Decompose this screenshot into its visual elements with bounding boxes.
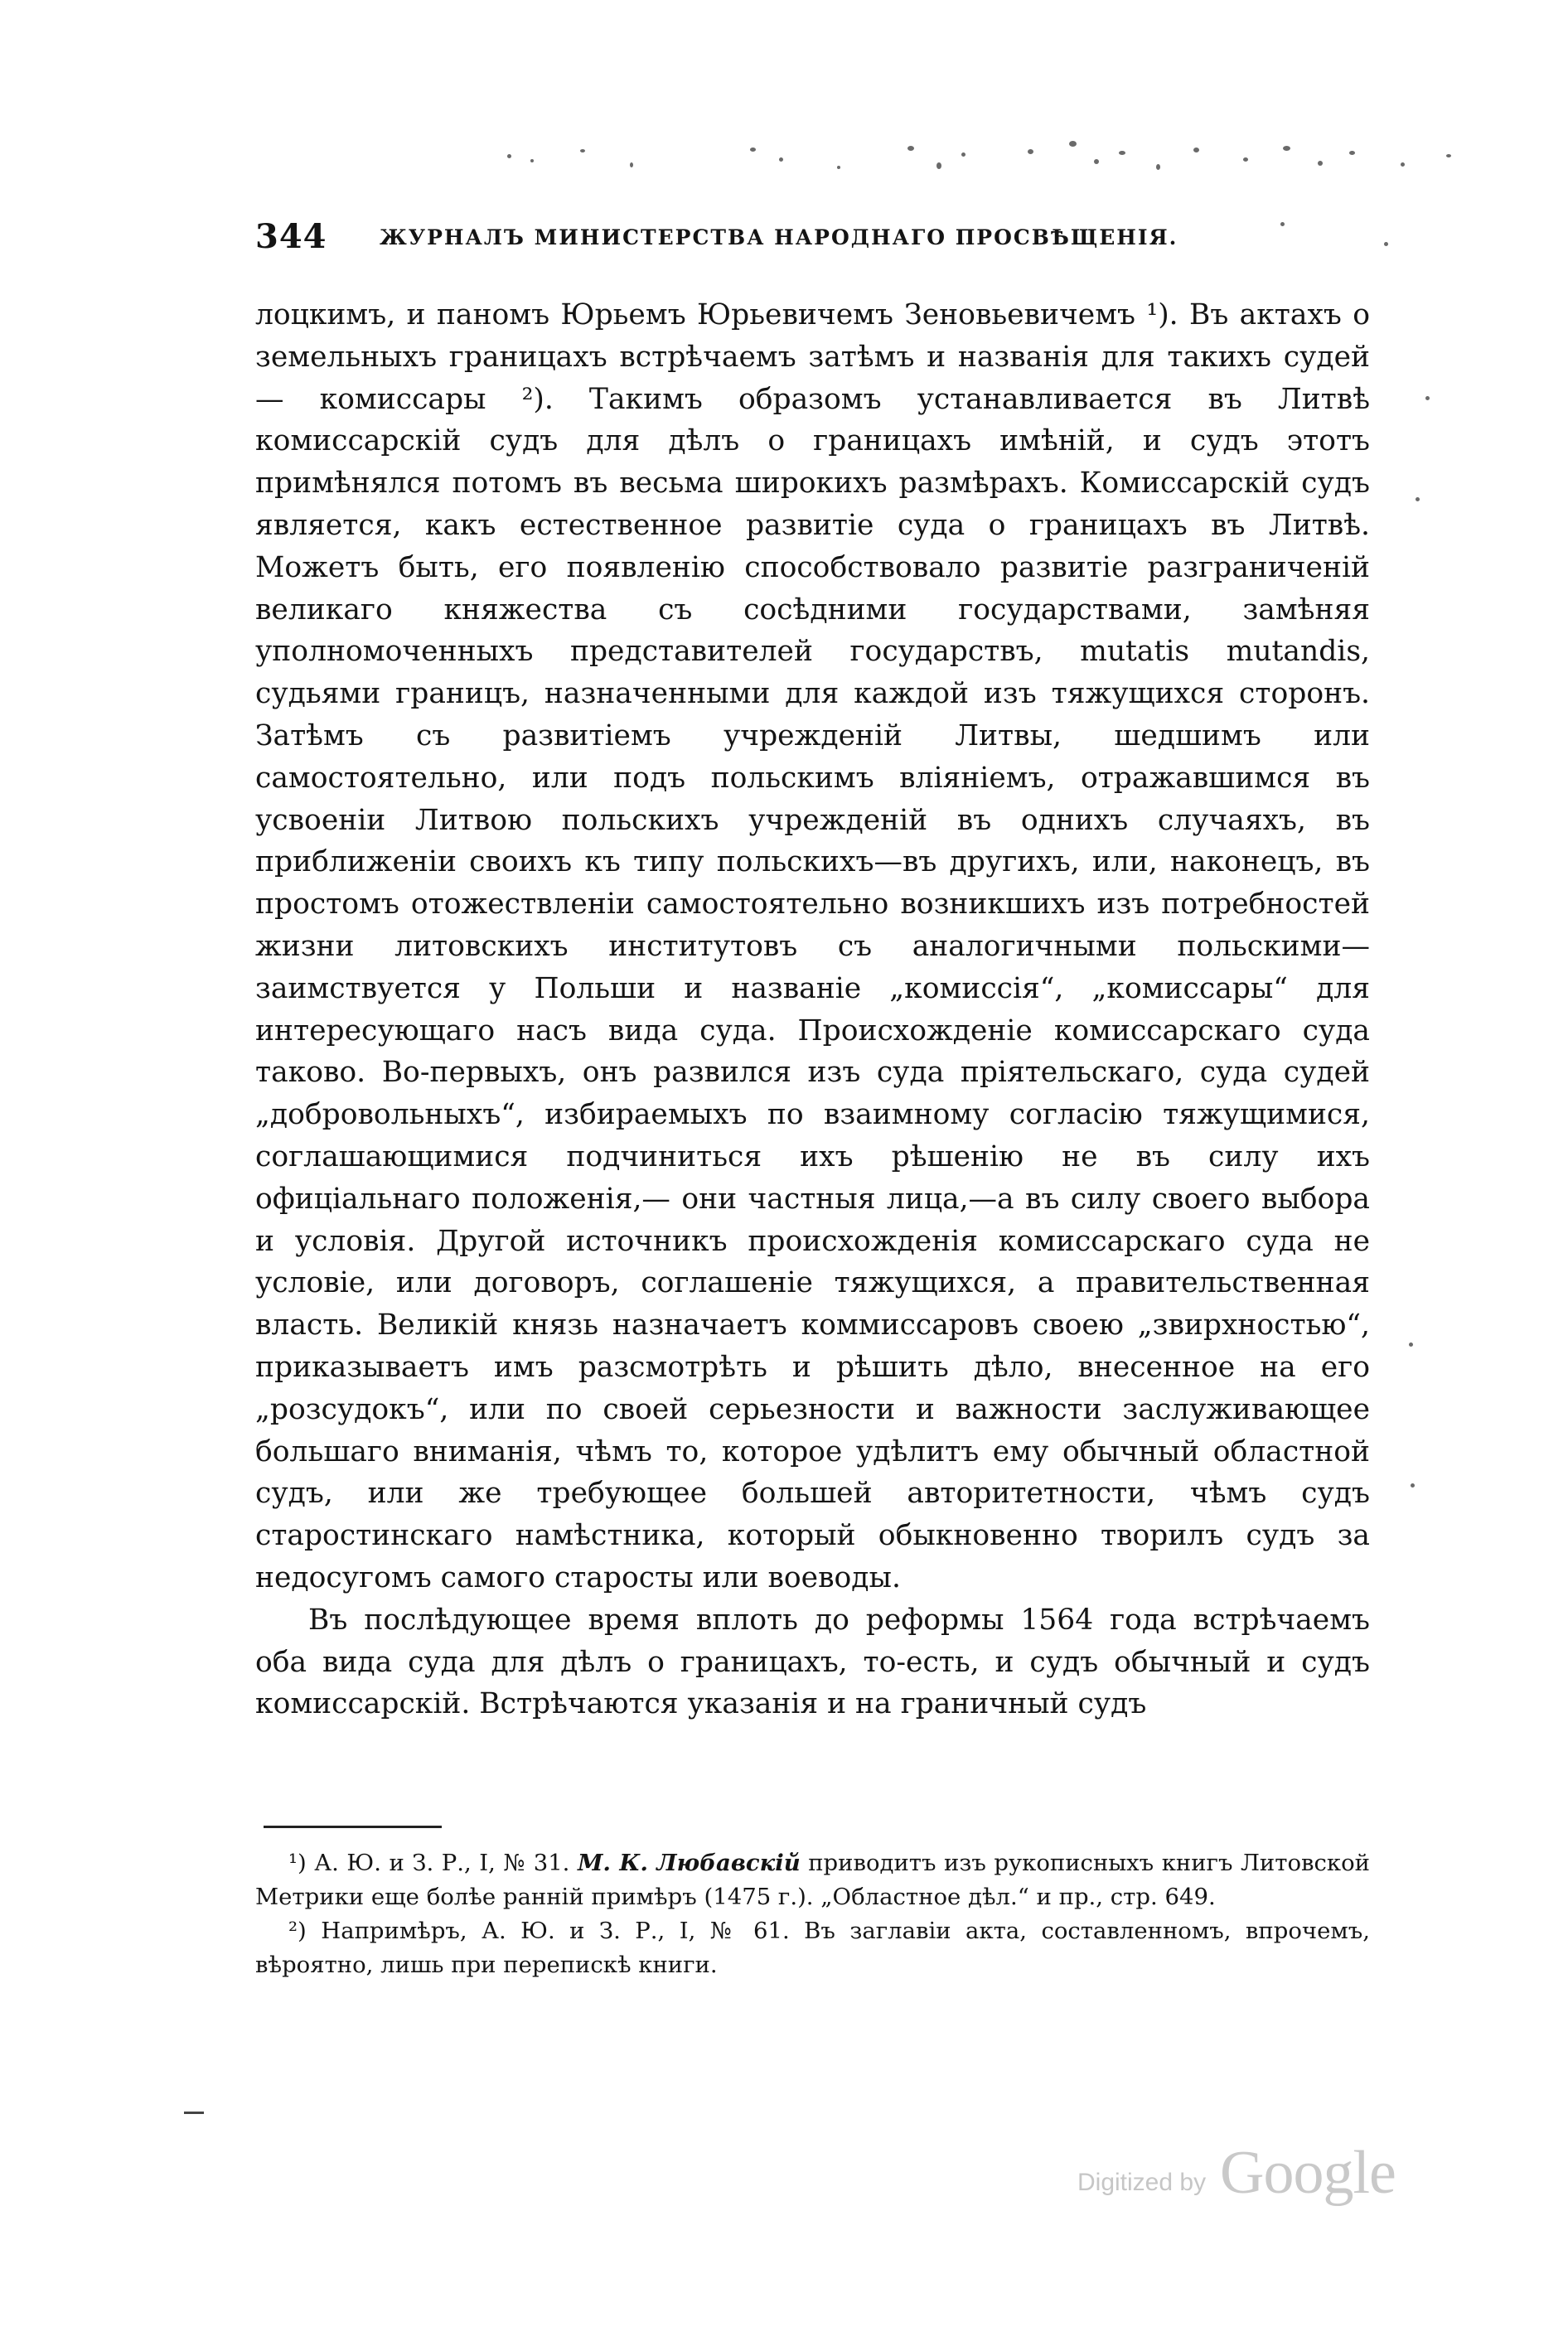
footnote-1: [255, 1846, 1370, 1914]
scan-mark: [184, 2112, 204, 2114]
footnote-1-lead: ¹) А. Ю. и З. Р., I, № 31.: [288, 1850, 570, 1876]
footnote-divider: [264, 1826, 442, 1828]
running-head: [255, 217, 1399, 259]
footnote-1-text: приводитъ изъ рукописныхъ книгъ Литовской Метрики еще болѣе ранній примѣръ (1475 г.). „Областное дѣл.“ и пр., стр. 649.: [255, 1850, 1370, 1910]
google-watermark: [1077, 2134, 1409, 2208]
footnote-1-author: М. К. Любавскій: [577, 1850, 801, 1876]
paragraph: Въ послѣдующее время вплоть до реформы 1564 года встрѣчаемъ оба вида суда для дѣлъ о границахъ, то-есть, и судъ обычный и судъ комиссарскій. Встрѣчаются указанія и на граничный судъ: [255, 1603, 1370, 1721]
footnote-2: ²) Напримѣръ, А. Ю. и З. Р., I, № 61. Въ заглавіи акта, составленномъ, впрочемъ, вѣроятно, лишь при перепискѣ книги.: [255, 1918, 1370, 1978]
body-text: [255, 294, 1370, 1725]
watermark-digitized-text: Digitized by: [1077, 2169, 1207, 2196]
journal-title: ЖУРНАЛЪ МИНИСТЕРСТВА НАРОДНАГО ПРОСВѢЩЕНІЯ.: [380, 225, 1178, 249]
page-number: 344: [255, 217, 327, 256]
google-logo: Google: [1220, 2139, 1396, 2207]
paragraph: лоцкимъ, и паномъ Юрьемъ Юрьевичемъ Зеновьевичемъ ¹). Въ актахъ о земельныхъ границахъ встрѣчаемъ затѣмъ и названія для такихъ судей — комиссары ²). Такимъ образомъ устанавливается въ Литвѣ комиссарскій судъ для дѣлъ о границахъ имѣній, и судъ этотъ примѣнялся потомъ въ весьма широкихъ размѣрахъ. Комиссарскій судъ является, какъ естественное развитіе суда о границахъ въ Литвѣ. Можетъ быть, его появленію способствовало развитіе разграниченій великаго княжества съ сосѣдними государствами, замѣняя уполномоченныхъ представителей государствъ, mutatis mutandis, судьями границъ, назначенными для каждой изъ тяжущихся сторонъ. Затѣмъ съ развитіемъ учрежденій Литвы, шедшимъ или самостоятельно, или подъ польскимъ вліяніемъ, отражавшимся въ усвоеніи Литвою польскихъ учрежденій въ однихъ случаяхъ, въ приближеніи своихъ къ типу польскихъ—въ другихъ, или, наконецъ, въ простомъ отожествленіи самостоятельно возникшихъ изъ потребностей жизни литовскихъ институтовъ съ аналогичными польскими—заимствуется у Польши и названіе „комиссія“, „комиссары“ для интересующаго насъ вида суда. Происхожденіе комиссарскаго суда таково. Во-первыхъ, онъ развился изъ суда пріятельскаго, суда судей „добровольныхъ“, избираемыхъ по взаимному согласію тяжущимися, соглашающимися подчиниться ихъ рѣшенію не въ силу ихъ офиціальнаго положенія,— они частныя лица,—а въ силу своего выбора и условія. Другой источникъ происхожденія комиссарскаго суда не условіе, или договоръ, соглашеніе тяжущихся, а правительственная власть. Великій князь назначаетъ коммиссаровъ своею „звирхностью“, приказываетъ имъ разсмотрѣть и рѣшить дѣло, внесенное на его „розсудокъ“, или по своей серьезности и важности заслуживающее большаго вниманія, чѣмъ то, которое удѣлитъ ему обычный областной судъ, или же требующее большей авторитетности, чѣмъ судъ старостинскаго намѣстника, который обыкновенно творилъ судъ за недосугомъ самого старосты или воеводы.: [255, 298, 1370, 1594]
footnotes: [255, 1846, 1370, 1982]
